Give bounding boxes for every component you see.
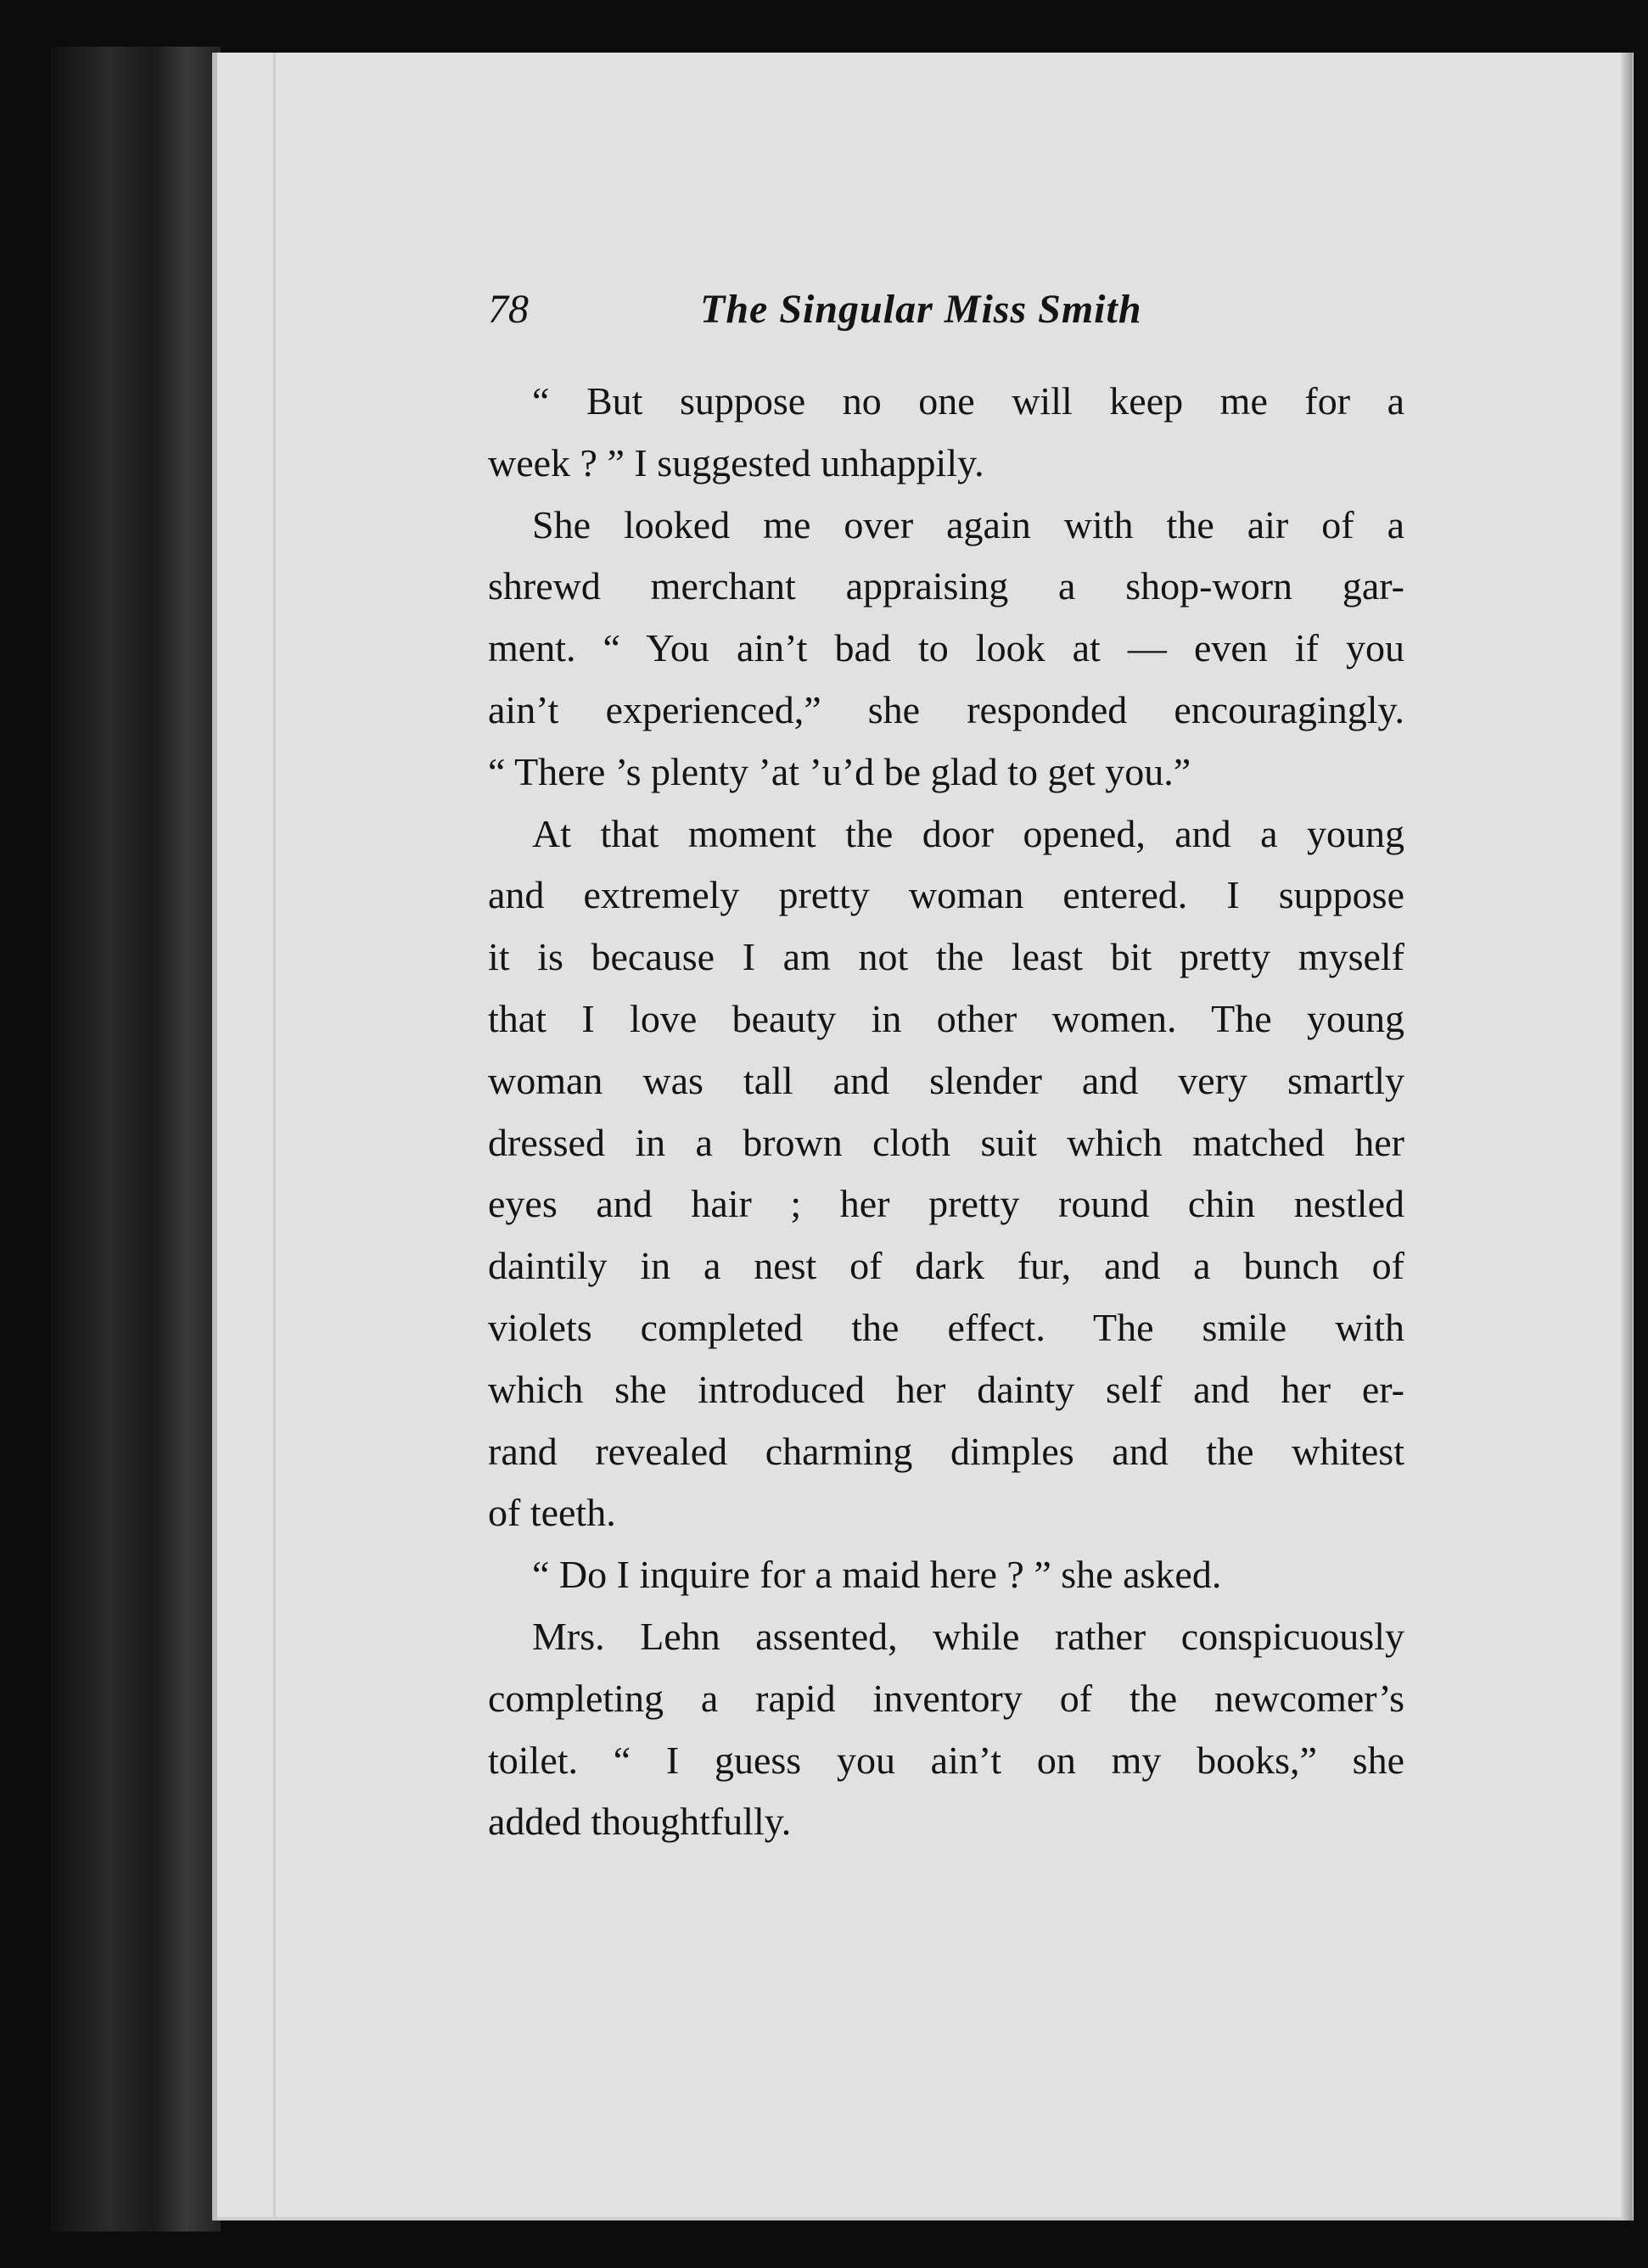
text-line: of teeth. [488,1491,616,1535]
text-line: At that moment the door opened, and a young [532,811,1404,855]
text-line: added thoughtfully. [488,1800,792,1844]
text-line: “ But suppose no one will keep me for a [532,379,1404,423]
book-binding [51,47,221,2232]
text-line: daintily in a nest of dark fur, and a bunch of [488,1244,1404,1288]
page-header [488,286,1404,345]
text-line: woman was tall and slender and very smartly [488,1058,1404,1102]
text-line: rand revealed charming dimples and the whitest [488,1429,1404,1473]
text-line: “ There ’s plenty ’at ’u’d be glad to get you.” [488,749,1191,793]
page-number: 78 [488,287,529,332]
body-text [488,371,1404,1853]
text-line: shrewd merchant appraising a shop-worn gar- [488,564,1404,608]
text-line: that I love beauty in other women. The young [488,996,1404,1040]
text-line: eyes and hair ; her pretty round chin nestled [488,1182,1404,1226]
text-line: toilet. “ I guess you ain’t on my books,” she [488,1738,1404,1782]
text-line: and extremely pretty woman entered. I suppose [488,873,1404,917]
text-line: ain’t experienced,” she responded encouragingly. [488,687,1404,731]
text-line: week ? ” I suggested unhappily. [488,440,984,484]
page-gutter-line [273,53,276,2220]
running-title: The Singular Miss Smith [700,287,1142,332]
text-line: completing a rapid inventory of the newcomer’s [488,1676,1404,1720]
page-right-edge [1621,53,1633,2220]
text-line: which she introduced her dainty self and her er- [488,1367,1404,1411]
text-line: ment. “ You ain’t bad to look at — even if you [488,626,1404,670]
text-line: She looked me over again with the air of a [532,502,1404,546]
text-line: it is because I am not the least bit pretty myself [488,935,1404,979]
text-line: dressed in a brown cloth suit which matched her [488,1120,1404,1164]
text-line: Mrs. Lehn assented, while rather conspicuously [532,1614,1404,1658]
text-line: “ Do I inquire for a maid here ? ” she asked. [532,1553,1222,1597]
text-line: violets completed the effect. The smile with [488,1305,1404,1349]
